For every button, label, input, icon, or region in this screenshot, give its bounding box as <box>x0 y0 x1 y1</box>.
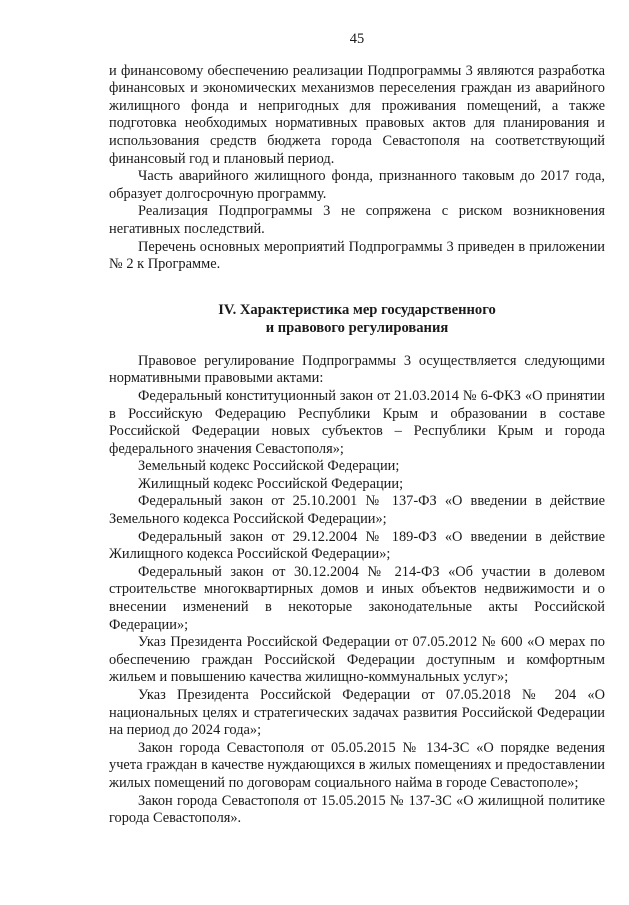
legal-act-item: Указ Президента Российской Федерации от 07.05.2018 № 204 «О национальных целях и стратегических задачах развития Российской Федерации на период до 2024 года»; <box>109 687 605 739</box>
legal-act-item: Федеральный закон от 25.10.2001 № 137-ФЗ «О введении в действие Земельного кодекса Российской Федерации»; <box>109 493 605 528</box>
paragraph: Реализация Подпрограммы 3 не сопряжена с риском возникновения негативных последствий. <box>109 203 605 237</box>
section-heading-line: IV. Характеристика мер государственного <box>218 301 496 318</box>
paragraph: Перечень основных мероприятий Подпрограммы 3 приведен в приложении № 2 к Программе. <box>109 238 605 273</box>
legal-act-item: Жилищный кодекс Российской Федерации; <box>138 475 404 492</box>
paragraph: Часть аварийного жилищного фонда, признанного таковым до 2017 года, образует долгосрочную программу. <box>109 168 605 202</box>
legal-act-item: Федеральный закон от 30.12.2004 № 214-ФЗ «Об участии в долевом строительстве многоквартирных домов и иных объектов недвижимости и о внесении изменений в некоторые законодательные акты Российской Федерации»; <box>109 563 605 633</box>
paragraph-continuation: и финансовому обеспечению реализации Подпрограммы 3 являются разработка финансовых и экономических механизмов переселения граждан из аварийного жилищного фонда и непригодных для проживания помещений, а также подготовка необходимых нормативных правовых актов для планирования и использования средств бюджета города Севастополя на соответствующий финансовый год и плановый период. <box>109 62 605 167</box>
section-heading <box>109 301 605 337</box>
page-number: 45 <box>349 31 365 47</box>
paragraph: Правовое регулирование Подпрограммы 3 осуществляется следующими нормативными правовыми актами: <box>109 352 605 387</box>
legal-act-item: Федеральный закон от 29.12.2004 № 189-ФЗ «О введении в действие Жилищного кодекса Российской Федерации»; <box>109 528 605 563</box>
legal-act-item: Закон города Севастополя от 15.05.2015 № 137-ЗС «О жилищной политике города Севастополя». <box>109 792 605 827</box>
legal-act-item: Земельный кодекс Российской Федерации; <box>138 458 400 475</box>
legal-act-item: Федеральный конституционный закон от 21.03.2014 № 6-ФКЗ «О принятии в Российскую Федерацию Республики Крым и образовании в составе Российской Федерации новых субъектов – Республики Крым и города федерального значения Севастополя»; <box>109 387 605 457</box>
section-heading-line: и правового регулирования <box>265 319 449 336</box>
legal-act-item: Указ Президента Российской Федерации от 07.05.2012 № 600 «О мерах по обеспечению граждан Российской Федерации доступным и комфортным жильем и повышению качества жилищно-коммунальных услуг»; <box>109 634 605 686</box>
legal-act-item: Закон города Севастополя от 05.05.2015 № 134-ЗС «О порядке ведения учета граждан в качестве нуждающихся в жилых помещениях и предоставлении жилых помещений по договорам социального найма в городе Севастополе»; <box>109 739 605 791</box>
